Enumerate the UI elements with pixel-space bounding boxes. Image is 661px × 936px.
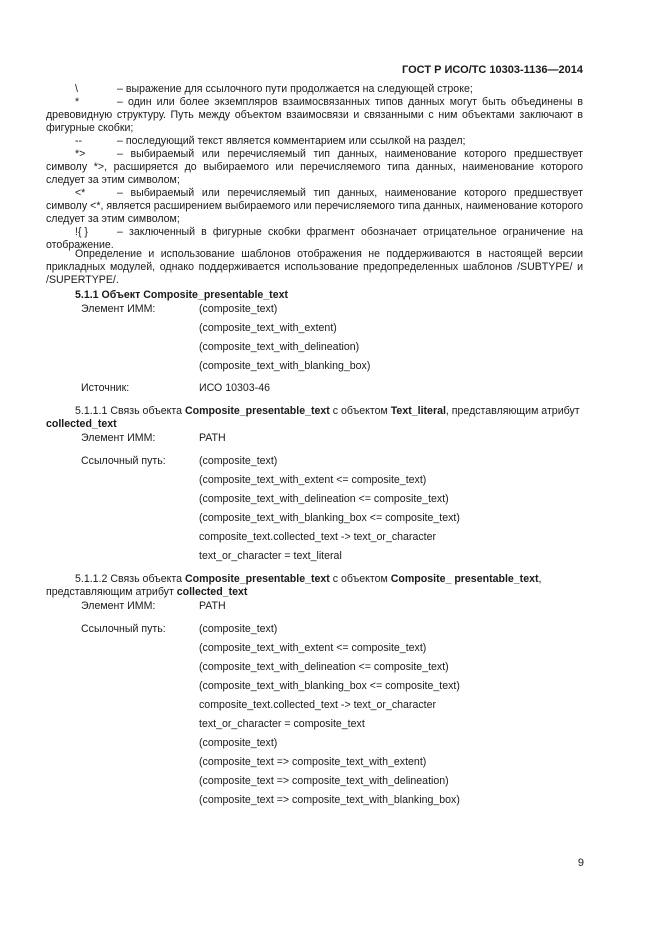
- definition-text: – выражение для ссылочного пути продолжается на следующей строке;: [117, 83, 473, 95]
- mapping-row: [0, 341, 661, 355]
- path-value: composite_text.collected_text -> text_or_character: [199, 699, 437, 711]
- heading-entity: Composite_presentable_text: [185, 573, 330, 585]
- definition-symbol: \: [75, 83, 78, 95]
- page-number: 9: [577, 857, 584, 869]
- mapping-row: [0, 756, 661, 770]
- path-value: composite_text.collected_text -> text_or_character: [199, 531, 437, 543]
- notation-definitions: [46, 83, 583, 252]
- mapping-row: [0, 322, 661, 336]
- definition-item: [46, 187, 583, 226]
- definition-symbol: *: [75, 96, 80, 108]
- element-value: PATH: [199, 432, 226, 444]
- definition-symbol: --: [75, 135, 83, 147]
- path-value: (composite_text): [199, 623, 278, 635]
- element-value: PATH: [199, 600, 226, 612]
- heading-entity: Text_literal: [390, 405, 446, 417]
- element-value: (composite_text_with_extent): [199, 322, 337, 334]
- definition-text: – выбираемый или перечисляемый тип данных, наименование которого предшествует символу *>, расширяется до выбираемого или перечисляемого типа данных, наименование которого следует за этим символом;: [46, 148, 583, 186]
- path-label: Ссылочный путь:: [81, 623, 166, 635]
- section-title: 5.1.1 Объект Composite_presentable_text: [75, 289, 289, 301]
- element-label: Элемент ИММ:: [81, 432, 156, 444]
- path-value: (composite_text_with_delineation <= composite_text): [199, 493, 449, 505]
- mapping-row: [0, 550, 661, 564]
- mapping-row: [0, 794, 661, 808]
- element-value: (composite_text_with_delineation): [199, 341, 360, 353]
- definition-item: [46, 96, 583, 135]
- path-value: (composite_text): [199, 455, 278, 467]
- subsection-heading: [46, 405, 583, 431]
- path-value: (composite_text_with_blanking_box <= composite_text): [199, 680, 460, 692]
- mapping-row: [0, 512, 661, 526]
- path-value: text_or_character = text_literal: [199, 550, 342, 562]
- heading-text: с объектом: [329, 405, 391, 417]
- mapping-row: [0, 661, 661, 675]
- path-value: (composite_text => composite_text_with_blanking_box): [199, 794, 460, 806]
- mapping-row: [0, 474, 661, 488]
- definition-text: – один или более экземпляров взаимосвязанных типов данных могут быть объединены в древовидную структуру. Путь между объектом взаимосвязи и связанными с ним объектами заключают в фигурные скобки;: [46, 96, 583, 134]
- heading-text: , представляющим атрибут: [445, 405, 580, 417]
- mapping-row: [0, 623, 661, 637]
- element-label: Элемент ИММ:: [81, 600, 156, 612]
- path-value: (composite_text): [199, 737, 278, 749]
- definition-symbol: *>: [75, 148, 86, 160]
- definition-text: – заключенный в фигурные скобки фрагмент обозначает отрицательное ограничение на отображение.: [46, 226, 583, 251]
- heading-text: , представляющим атрибут: [46, 573, 542, 598]
- path-value: (composite_text_with_extent <= composite_text): [199, 642, 427, 654]
- mapping-row: [0, 432, 661, 446]
- mapping-row: [0, 680, 661, 694]
- mapping-row: [0, 531, 661, 545]
- path-value: text_or_character = composite_text: [199, 718, 365, 730]
- standard-header: ГОСТ Р ИСО/ТС 10303-1136—2014: [402, 64, 583, 76]
- mapping-row: [0, 642, 661, 656]
- source-label: Источник:: [81, 382, 130, 394]
- definition-symbol: <*: [75, 187, 86, 199]
- path-value: (composite_text_with_blanking_box <= composite_text): [199, 512, 460, 524]
- templates-paragraph: Определение и использование шаблонов отображения не поддерживаются в настоящей версии прикладных модулей, однако поддерживается использование предопределенных шаблонов /SUBTYPE/ и /SUPERTYPE/.: [46, 248, 583, 287]
- mapping-row: [0, 455, 661, 469]
- mapping-row: [0, 718, 661, 732]
- heading-entity: Composite_ presentable_text: [390, 573, 539, 585]
- mapping-row: [0, 600, 661, 614]
- path-value: (composite_text_with_delineation <= composite_text): [199, 661, 449, 673]
- mapping-row: [0, 699, 661, 713]
- path-label: Ссылочный путь:: [81, 455, 166, 467]
- mapping-row: [0, 360, 661, 374]
- mapping-row: [0, 493, 661, 507]
- definition-item: [46, 135, 583, 148]
- definition-item: [46, 83, 583, 96]
- heading-text: 5.1.1.1 Связь объекта: [75, 405, 185, 417]
- subsection-heading: [46, 573, 583, 599]
- path-value: (composite_text => composite_text_with_extent): [199, 756, 427, 768]
- element-label: Элемент ИММ:: [81, 303, 156, 315]
- definition-text: – последующий текст является комментарием или ссылкой на раздел;: [117, 135, 466, 147]
- heading-attribute: collected_text: [176, 586, 248, 598]
- definition-item: [46, 148, 583, 187]
- path-value: (composite_text_with_extent <= composite_text): [199, 474, 427, 486]
- mapping-row: [0, 303, 661, 317]
- definition-symbol: !{ }: [75, 226, 88, 238]
- element-value: (composite_text_with_blanking_box): [199, 360, 371, 372]
- source-value: ИСО 10303-46: [199, 382, 270, 394]
- path-value: (composite_text => composite_text_with_delineation): [199, 775, 449, 787]
- definition-text: – выбираемый или перечисляемый тип данных, наименование которого предшествует символу <*, является расширением выбираемого или перечисляемого типа данных, наименование которого следует за этим символом;: [46, 187, 583, 225]
- heading-text: с объектом: [329, 573, 391, 585]
- mapping-row: [0, 382, 661, 396]
- mapping-row: [0, 775, 661, 789]
- heading-attribute: collected_text: [46, 418, 117, 430]
- heading-entity: Composite_presentable_text: [185, 405, 330, 417]
- element-value: (composite_text): [199, 303, 278, 315]
- mapping-row: [0, 737, 661, 751]
- heading-text: 5.1.1.2 Связь объекта: [75, 573, 185, 585]
